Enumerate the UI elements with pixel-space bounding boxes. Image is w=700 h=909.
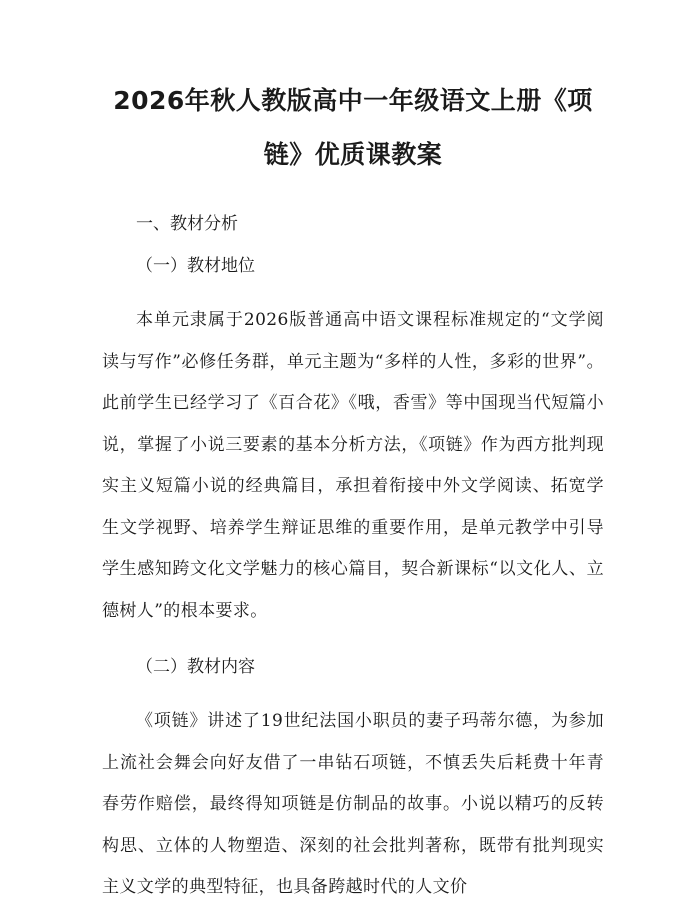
subsection-heading-textbook-content: （二）教材内容 xyxy=(136,657,255,677)
subsection-heading-textbook-position: （一）教材地位 xyxy=(136,256,255,276)
section-heading-textbook-analysis: 一、教材分析 xyxy=(136,214,238,234)
document-title: 2026年秋人教版高中一年级语文上册《项链》优质课教案 xyxy=(113,86,593,169)
paragraph-textbook-content: 《项链》讲述了19世纪法国小职员的妻子玛蒂尔德，为参加上流社会舞会向好友借了一串钻石项链，不慎丢失后耗费十年青春劳作赔偿，最终得知项链是仿制品的故事。小说以精巧的反转构思、立体的人物塑造、深刻的社会批判著称，既带有批判现实主义文学的典型特征，也具备跨越时代的人文价 xyxy=(102,711,604,897)
paragraph-textbook-position: 本单元隶属于2026版普通高中语文课程标准规定的“文学阅读与写作”必修任务群，单元主题为“多样的人性，多彩的世界”。此前学生已经学习了《百合花》《哦，香雪》等中国现当代短篇小说，掌握了小说三要素的基本分析方法，《项链》作为西方批判现实主义短篇小说的经典篇目，承担着衔接中外文学阅读、拓宽学生文学视野、培养学生辩证思维的重要作用，是单元教学中引导学生感知跨文化文学魅力的核心篇目，契合新课标“以文化人、立德树人”的根本要求。 xyxy=(102,310,604,621)
